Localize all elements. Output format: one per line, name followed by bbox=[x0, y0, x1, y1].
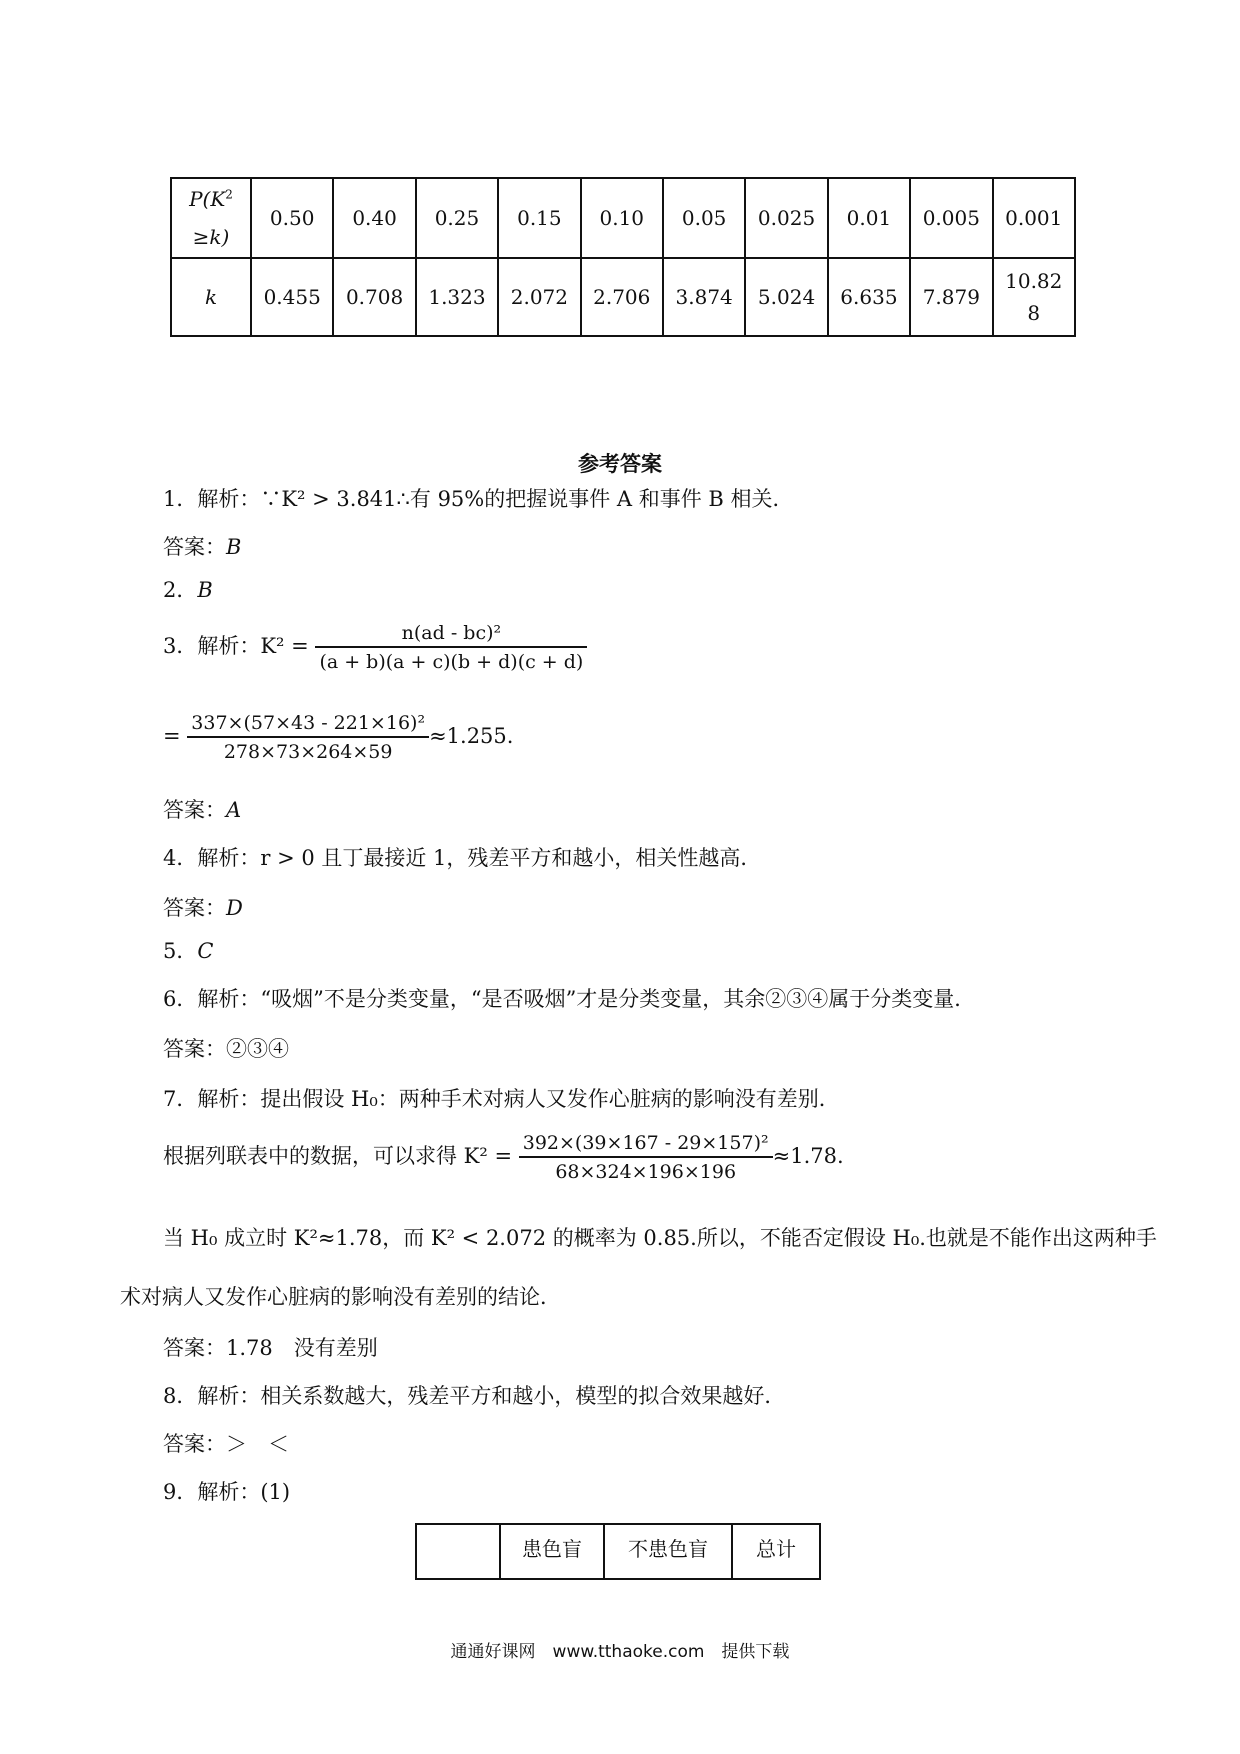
formula-prefix: 3．解析：K² = bbox=[163, 634, 309, 658]
p-value-cell: 0.15 bbox=[498, 178, 580, 258]
answer-7-analysis: 7．解析：提出假设 H₀：两种手术对病人又发作心脏病的影响没有差别． bbox=[163, 1087, 840, 1111]
p-value-cell: 0.005 bbox=[910, 178, 992, 258]
answer-5 bbox=[163, 935, 213, 965]
p-value-cell: 0.025 bbox=[745, 178, 827, 258]
p-value-cell: 0.001 bbox=[993, 178, 1075, 258]
p-label-a: P(K bbox=[189, 187, 226, 211]
fraction-numerator: n(ad - bc)² bbox=[315, 622, 587, 648]
answer-label: 答案： bbox=[163, 896, 226, 920]
answer-1-analysis: 1．解析：∵K² > 3.841∴有 95%的把握说事件 A 和事件 B 相关． bbox=[163, 487, 794, 511]
answer-9-analysis: 9．解析：(1) bbox=[163, 1480, 291, 1504]
answer-7-conclusion-line1: 当 H₀ 成立时 K²≈1.78，而 K² < 2.072 的概率为 0.85.所以，不能否定假设 H₀.也就是不能作出这两种手 bbox=[163, 1226, 1157, 1250]
k-value-cell: 0.708 bbox=[333, 258, 415, 336]
formula-prefix: 根据列联表中的数据，可以求得 K² = bbox=[163, 1144, 513, 1168]
answer-7-computation bbox=[163, 1132, 844, 1183]
result-suffix: ≈1.255. bbox=[429, 724, 514, 748]
critical-value-table bbox=[170, 177, 1076, 337]
answer-4-analysis: 4．解析：r > 0 且丁最接近 1，残差平方和越小，相关性越高． bbox=[163, 846, 762, 870]
answer-7: 答案：1.78 没有差别 bbox=[163, 1336, 378, 1360]
p-value-cell: 0.50 bbox=[251, 178, 333, 258]
k-value-cell: 1.323 bbox=[416, 258, 498, 336]
question-number: 5． bbox=[163, 939, 198, 963]
table-row-label-p: $P(K^2$ ≥k) bbox=[171, 178, 251, 258]
answer-value: A bbox=[226, 798, 242, 822]
table-header-cell: 患色盲 bbox=[500, 1524, 604, 1579]
p-value-cell: 0.10 bbox=[581, 178, 663, 258]
fraction-numerator: 337×(57×43 - 221×16)² bbox=[187, 712, 429, 738]
k-value-cell: 5.024 bbox=[745, 258, 827, 336]
computation-fraction bbox=[187, 712, 429, 763]
contingency-table bbox=[415, 1523, 821, 1580]
answer-1 bbox=[163, 531, 241, 561]
k-value-cell: 10.82 8 bbox=[993, 258, 1075, 336]
answer-6: 答案：②③④ bbox=[163, 1037, 289, 1061]
fraction-numerator: 392×(39×167 - 29×157)² bbox=[519, 1132, 773, 1158]
answer-label: 答案： bbox=[163, 798, 226, 822]
k-value-cell: 6.635 bbox=[828, 258, 910, 336]
answer-7-conclusion-line2: 术对病人又发作心脏病的影响没有差别的结论． bbox=[120, 1285, 561, 1309]
fraction-denominator: 278×73×264×59 bbox=[223, 741, 393, 763]
table-header-cell bbox=[416, 1524, 500, 1579]
fraction-denominator: (a + b)(a + c)(b + d)(c + d) bbox=[319, 651, 584, 673]
answer-value: B bbox=[226, 535, 242, 559]
k-value-cell: 2.706 bbox=[581, 258, 663, 336]
question-number: 2． bbox=[163, 578, 198, 602]
answer-8: 答案：＞ ＜ bbox=[163, 1432, 289, 1456]
table-header-cell: 不患色盲 bbox=[604, 1524, 732, 1579]
k-value-cell: 7.879 bbox=[910, 258, 992, 336]
answer-value: D bbox=[226, 896, 243, 920]
fraction-denominator: 68×324×196×196 bbox=[555, 1161, 737, 1183]
answer-value: B bbox=[197, 578, 213, 602]
p-value-cell: 0.25 bbox=[416, 178, 498, 258]
computation-fraction bbox=[519, 1132, 773, 1183]
answer-value: C bbox=[197, 939, 214, 963]
k-value-cell: 3.874 bbox=[663, 258, 745, 336]
answer-label: 答案： bbox=[163, 535, 226, 559]
p-value-cell: 0.01 bbox=[828, 178, 910, 258]
k-value-cell: 0.455 bbox=[251, 258, 333, 336]
answer-6-analysis: 6．解析：“吸烟”不是分类变量，“是否吸烟”才是分类变量，其余②③④属于分类变量． bbox=[163, 987, 976, 1011]
p-label-b: ≥k) bbox=[192, 225, 230, 249]
answer-4 bbox=[163, 892, 243, 922]
equals-sign: = bbox=[163, 724, 181, 748]
answer-2 bbox=[163, 574, 213, 604]
section-title: 参考答案 bbox=[578, 452, 662, 476]
answer-8-analysis: 8．解析：相关系数越大，残差平方和越小，模型的拟合效果越好． bbox=[163, 1384, 786, 1408]
result-suffix: ≈1.78. bbox=[772, 1144, 844, 1168]
table-row-label-k: k bbox=[171, 258, 251, 336]
p-value-cell: 0.05 bbox=[663, 178, 745, 258]
page-footer: 通通好课网 www.tthaoke.com 提供下载 bbox=[450, 1642, 790, 1662]
p-value-cell: 0.40 bbox=[333, 178, 415, 258]
table-header-cell: 总计 bbox=[732, 1524, 820, 1579]
answer-3 bbox=[163, 794, 241, 824]
chi-square-fraction bbox=[315, 622, 587, 673]
answer-3-formula bbox=[163, 622, 587, 673]
k-value-cell: 2.072 bbox=[498, 258, 580, 336]
answer-3-computation bbox=[163, 712, 513, 763]
